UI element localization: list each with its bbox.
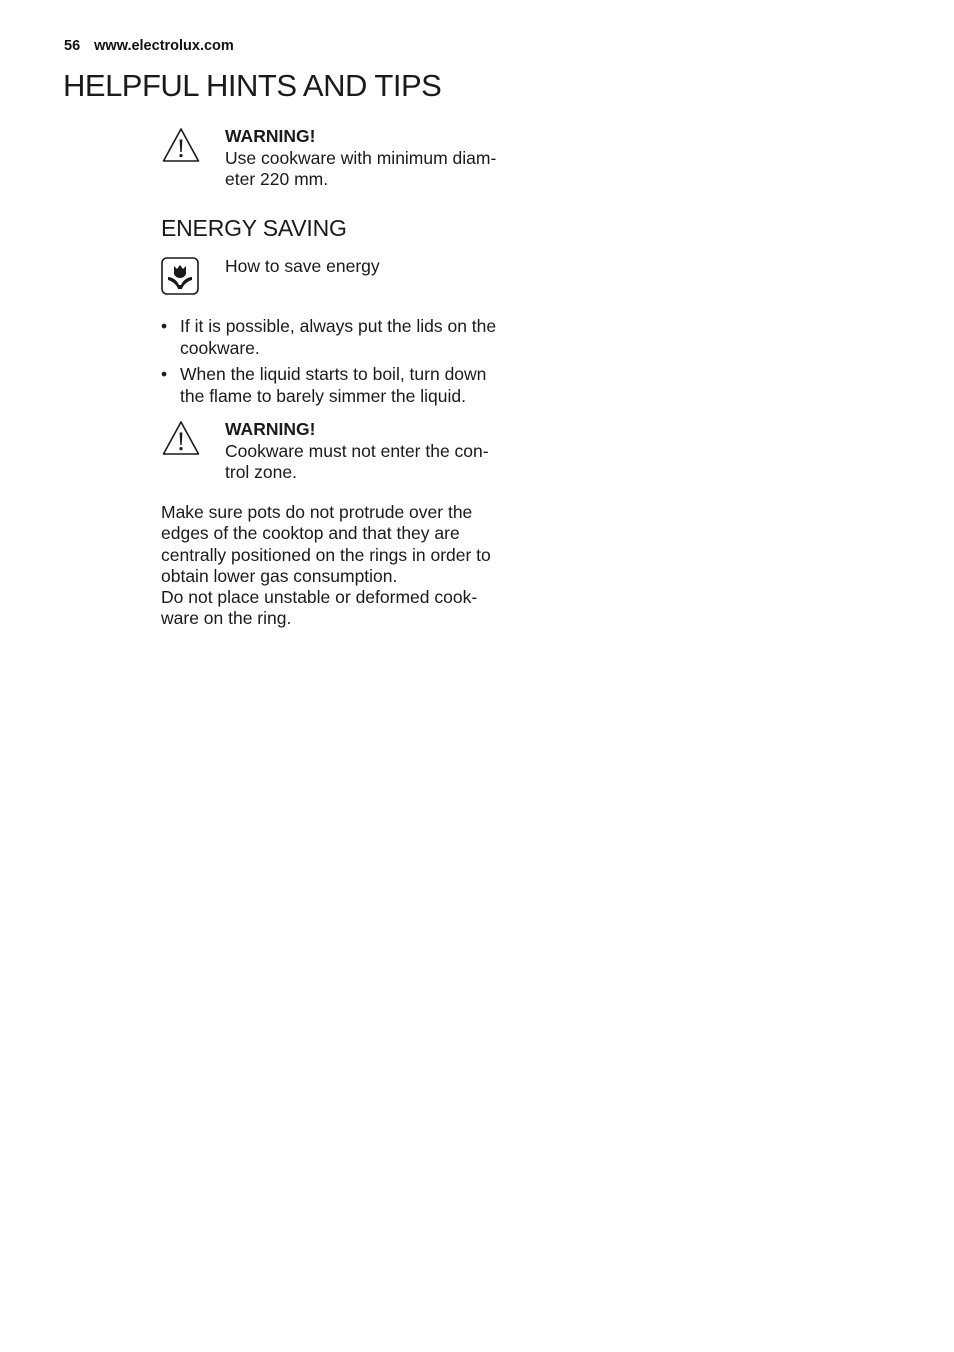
page-header	[64, 38, 234, 54]
warning-text-line: trol zone.	[225, 462, 297, 482]
energy-intro-text: How to save energy	[225, 256, 380, 276]
list-item-line: If it is possible, always put the lids on the	[180, 316, 497, 336]
paragraph-line: edges of the cooktop and that they are	[161, 523, 460, 544]
list-item	[161, 316, 496, 359]
paragraph-line: Make sure pots do not protrude over the	[161, 502, 473, 522]
list-item-line: cookware.	[180, 337, 260, 358]
paragraph-line: centrally positioned on the rings in order to	[161, 544, 491, 565]
warning-label: WARNING!	[225, 126, 316, 146]
paragraph-line: obtain lower gas consumption.	[161, 565, 398, 586]
warning-text-line: eter 220 mm.	[225, 169, 329, 189]
warning-label: WARNING!	[225, 419, 316, 439]
warning-triangle-icon	[161, 126, 201, 170]
bullet-icon: •	[161, 364, 168, 384]
list-item-line: When the liquid starts to boil, turn down	[180, 364, 487, 384]
warning-text-line: Cookware must not enter the con-	[225, 440, 489, 461]
eco-leaf-icon	[161, 257, 199, 301]
paragraph-line: Do not place unstable or deformed cook-	[161, 587, 478, 608]
page-number: 56	[64, 38, 81, 54]
website-url: www.electrolux.com	[94, 38, 234, 54]
energy-intro-block	[161, 256, 521, 278]
section-title-energy-saving: ENERGY SAVING	[161, 215, 347, 241]
page-title: HELPFUL HINTS AND TIPS	[63, 68, 442, 103]
energy-tips-list	[161, 316, 496, 412]
paragraph-line: ware on the ring.	[161, 608, 292, 629]
warning-triangle-icon	[161, 419, 201, 463]
list-item	[161, 364, 496, 407]
list-item-line: the flame to barely simmer the liquid.	[180, 385, 466, 406]
warning-block-1	[161, 126, 521, 191]
body-paragraph	[161, 502, 491, 630]
warning-text-line: Use cookware with minimum diam-	[225, 147, 497, 168]
warning-block-2	[161, 419, 521, 484]
bullet-icon: •	[161, 316, 168, 336]
